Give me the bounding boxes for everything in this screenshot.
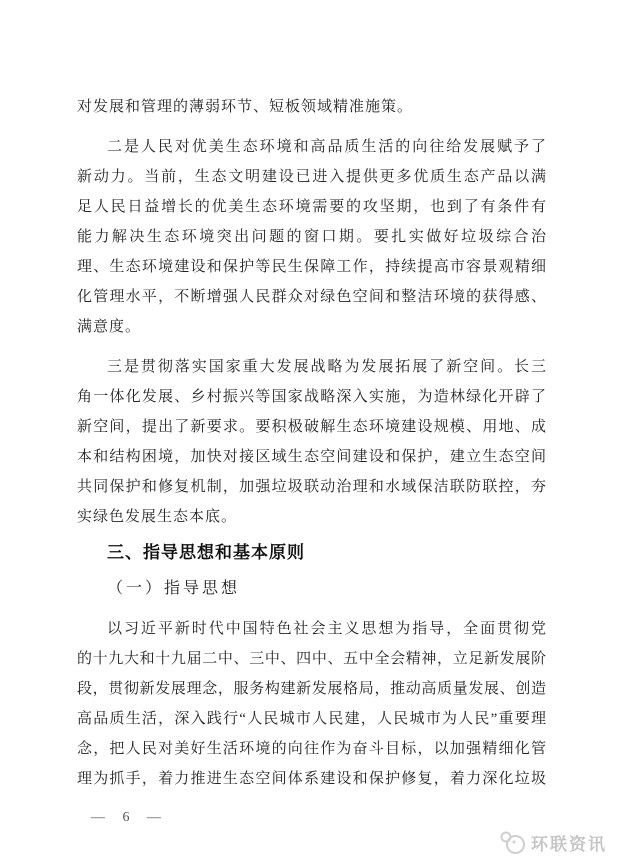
brand-logo-icon <box>499 829 526 856</box>
body-text-line: 高品质生活，深入践行“人民城市人民建，人民城市为人民”重要理 <box>77 711 546 727</box>
body-text-line: 段，贯彻新发展理念，服务构建新发展格局，推动高质量发展、创造 <box>77 681 546 697</box>
body-text-line: 化管理水平，不断增强人民群众对绿色空间和整洁环境的获得感、 <box>77 289 546 305</box>
page-number: — 6 — <box>91 810 163 825</box>
body-text-line: 三是贯彻落实国家重大发展战略为发展拓展了新空间。长三 <box>107 359 546 375</box>
body-text-line: 能力解决生态环境突出问题的窗口期。要扎实做好垃圾综合治 <box>77 229 546 245</box>
body-text-line: 理为抓手，着力推进生态空间体系建设和保护修复，着力深化垃圾 <box>77 771 546 787</box>
section-heading: 三、指导思想和基本原则 <box>107 543 305 563</box>
body-text-line: 的十九大和十九届二中、三中、四中、五中全会精神，立足新发展阶 <box>77 651 546 667</box>
body-text-line: 本和结构困境，加快对接区域生态空间建设和保护，建立生态空间 <box>77 449 546 465</box>
body-text-line: 角一体化发展、乡村振兴等国家战略深入实施，为造林绿化开辟了 <box>77 389 546 405</box>
body-text-line: 以习近平新时代中国特色社会主义思想为指导，全面贯彻党 <box>107 621 546 637</box>
body-text-line: 二是人民对优美生态环境和高品质生活的向往给发展赋予了 <box>107 139 546 155</box>
body-text-line: 共同保护和修复机制，加强垃圾联动治理和水域保洁联防联控，夯 <box>77 479 546 495</box>
body-text-line: 念，把人民对美好生活环境的向往作为奋斗目标，以加强精细化管 <box>77 741 546 757</box>
body-text-line: 足人民日益增长的优美生态环境需要的攻坚期，也到了有条件有 <box>77 199 546 215</box>
body-text-line: 满意度。 <box>77 319 142 335</box>
brand-watermark <box>499 829 607 856</box>
brand-name-label: 环联资讯 <box>531 835 607 855</box>
body-text-line: 对发展和管理的薄弱环节、短板领域精准施策。 <box>77 99 414 115</box>
body-text-line: 实绿色发展生态本底。 <box>77 509 238 525</box>
body-text-line: 理、生态环境建设和保护等民生保障工作，持续提高市容景观精细 <box>77 259 546 275</box>
body-text-line: 新空间，提出了新要求。要积极破解生态环境建设规模、用地、成 <box>77 419 546 435</box>
subsection-heading: （一）指导思想 <box>107 580 241 597</box>
body-text-line: 新动力。当前，生态文明建设已进入提供更多优质生态产品以满 <box>77 169 546 185</box>
